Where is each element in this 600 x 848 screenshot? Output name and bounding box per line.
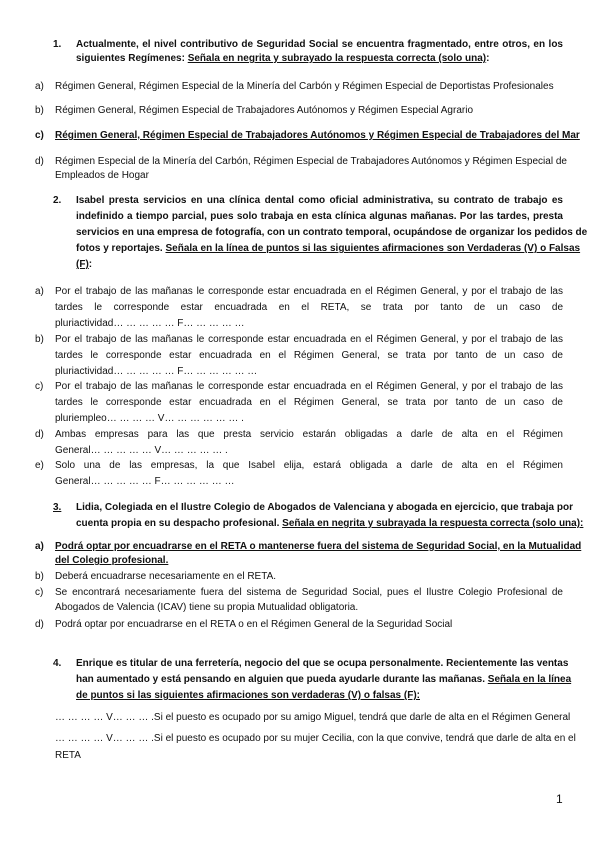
- q1-stem-line-1: Actualmente, el nivel contributivo de Seguridad Social se encuentra fragmentado, entre otros, en los: [76, 39, 563, 50]
- q2-stem-line-3: servicios en una empresa de fotografía, con un contrato temporal, ocupándose de organizar los pedidos de: [76, 227, 588, 238]
- q4-number: 4.: [53, 658, 62, 669]
- q2-stem-line-4: fotos y reportajes. Señala en la línea de puntos si las siguientes afirmaciones son Verdaderas (V) o Falsas: [76, 243, 581, 254]
- q3-option-a-selected-line-1: Podrá optar por encuadrarse en el RETA o mantenerse fuera del sistema de Seguridad Social, en la Mutualidad: [55, 541, 582, 552]
- q1-option-b: Régimen General, Régimen Especial de Trabajadores Autónomos y Régimen Especial Agrario: [55, 105, 474, 116]
- q4-item-1: … … … … V… … … .Si el puesto es ocupado por su amigo Miguel, tendrá que darle de alta en el Régimen General: [55, 712, 571, 723]
- q2-option-a-letter: a): [35, 286, 44, 297]
- q3-option-c-letter: c): [35, 587, 44, 598]
- q3-option-a-letter: a): [35, 541, 44, 552]
- q1-option-b-letter: b): [35, 105, 44, 116]
- q4-stem-line-2: han aumentado y está pensando en alguien que pueda ayudarle durante las mañanas. Señala en la línea: [76, 674, 572, 685]
- q1-option-a-letter: a): [35, 81, 44, 92]
- q2-stem-line-2: indefinido a tiempo parcial, pues solo trabaja en esta clínica algunas mañanas. Por las tardes, presta: [76, 211, 563, 222]
- q2-option-c-letter: c): [35, 381, 44, 392]
- q2-option-e-line-2: General… … … … … F… … … … … …: [55, 476, 235, 487]
- q1-instruction: Señala en negrita y subrayado la respuesta correcta (solo una): [187, 53, 487, 64]
- page-number: 1: [556, 792, 563, 806]
- q1-option-c-selected: Régimen General, Régimen Especial de Trabajadores Autónomos y Régimen Especial de Trabajadores del Mar: [55, 130, 580, 141]
- q2-option-c-line-1: Por el trabajo de las mañanas le corresponde estar encuadrada en el Régimen General, y por el trabajo de las: [55, 381, 563, 392]
- q2-option-d-line-1: Ambas empresas para las que presta servicio estarán obligadas a darle de alta en el Régimen: [55, 429, 563, 440]
- q3-option-b-letter: b): [35, 571, 44, 582]
- q4-item-2-line-2: RETA: [55, 750, 81, 761]
- q2-number: 2.: [53, 195, 62, 206]
- q1-option-d-line-1: Régimen Especial de la Minería del Carbón, Régimen Especial de Trabajadores Autónomos y Régimen Especial de: [55, 156, 567, 167]
- q1-option-d-letter: d): [35, 156, 44, 167]
- q2-stem-line-1: Isabel presta servicios en una clínica dental como oficial administrativa, su contrato de trabajo es: [76, 195, 563, 206]
- q2-option-a-line-3: pluriactividad… … … … … F… … … … …: [55, 318, 245, 329]
- q2-instruction: Señala en la línea de puntos si las siguientes afirmaciones son Verdaderas (V) o Falsas: [165, 243, 581, 254]
- q2-stem-line-5: (F):: [76, 259, 93, 270]
- q1-stem-line-2: siguientes Regímenes: Señala en negrita y subrayado la respuesta correcta (solo una):: [76, 53, 490, 64]
- q3-option-c-line-1: Se encontrará necesariamente fuera del sistema de Seguridad Social, pues el Ilustre Colegio Profesional de: [55, 587, 563, 598]
- q3-option-a-selected-line-2: del Colegio profesional.: [55, 555, 169, 566]
- q1-option-a: Régimen General, Régimen Especial de la Minería del Carbón y Régimen Especial de Deportistas Profesionales: [55, 81, 554, 92]
- q2-option-d-line-2: General… … … … … V… … … … … .: [55, 445, 228, 456]
- q2-option-d-letter: d): [35, 429, 44, 440]
- q3-number: 3.: [53, 502, 62, 513]
- q3-option-b: Deberá encuadrarse necesariamente en el RETA.: [55, 571, 277, 582]
- q2-option-e-line-1: Solo una de las empresas, la que Isabel elija, estará obligada a darle de alta en el Régimen: [55, 460, 563, 471]
- q2-option-c-line-3: pluriempleo… … … … V… … … … … … .: [55, 413, 244, 424]
- q2-option-a-line-1: Por el trabajo de las mañanas le corresponde estar encuadrada en el Régimen General, y por el trabajo de las: [55, 286, 563, 297]
- q4-instruction: Señala en la línea: [487, 674, 572, 685]
- q2-option-a-line-2: tardes le corresponde estar encuadrada en el RETA, se trata por tanto de un caso de: [55, 302, 563, 313]
- q2-option-c-line-2: tardes le corresponde estar encuadrada en el Régimen General, se trata por tanto de un caso de: [55, 397, 563, 408]
- q3-option-d-letter: d): [35, 619, 44, 630]
- q1-number: 1.: [53, 39, 62, 50]
- q2-option-b-line-3: pluriactividad… … … … … F… … … … … …: [55, 366, 258, 377]
- q2-option-b-letter: b): [35, 334, 44, 345]
- q2-option-b-line-1: Por el trabajo de las mañanas le corresponde estar encuadrada en el Régimen General, y por el trabajo de las: [55, 334, 563, 345]
- q4-stem-line-3: de puntos si las siguientes afirmaciones son verdaderas (V) o falsas (F):: [76, 690, 420, 701]
- q1-option-c-letter: c): [35, 130, 44, 141]
- q3-stem-line-1: Lidia, Colegiada en el Ilustre Colegio de Abogados de Valenciana y abogada en ejercicio, que trabaja por: [76, 502, 573, 513]
- q3-stem-line-2: cuenta propia en su despacho profesional. Señala en negrita y subrayada la respuesta correcta (solo una):: [76, 518, 584, 529]
- q4-stem-line-1: Enrique es titular de una ferretería, negocio del que se ocupa personalmente. Recientemente las ventas: [76, 658, 569, 669]
- q3-option-c-line-2: Abogados de Valencia (ICAV) tiene su propia Mutualidad obligatoria.: [55, 602, 359, 613]
- q3-instruction: Señala en negrita y subrayada la respuesta correcta (solo una):: [282, 518, 584, 529]
- q1-option-d-line-2: Empleados de Hogar: [55, 170, 149, 181]
- q4-item-2-line-1: … … … … V… … … .Si el puesto es ocupado por su mujer Cecilia, con la que convive, tendrá que darle de alta en el: [55, 733, 576, 744]
- q3-option-d: Podrá optar por encuadrarse en el RETA o en el Régimen General de la Seguridad Social: [55, 619, 453, 630]
- q2-option-e-letter: e): [35, 460, 44, 471]
- q2-option-b-line-2: tardes le corresponde estar encuadrada en el Régimen General, se trata por tanto de un caso de: [55, 350, 563, 361]
